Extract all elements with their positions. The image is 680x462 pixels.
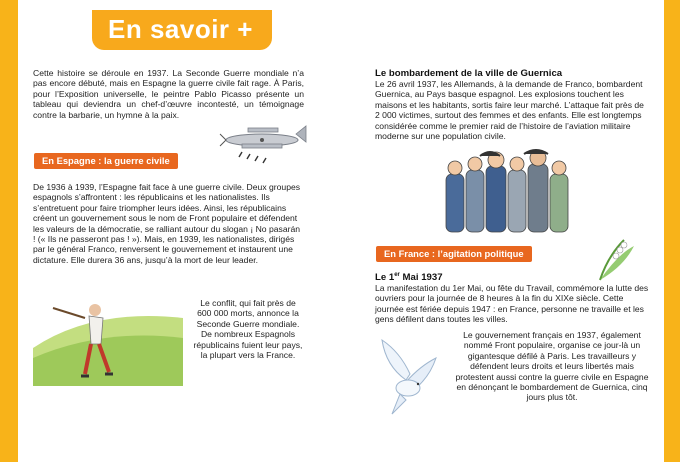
page-title: En savoir +: [108, 14, 253, 44]
guernica-paragraph: Le 26 avril 1937, les Allemands, à la demande de Franco, bombardent Guernica, au Pays basque espagnol. Les explosions touchent les maisons et les habitants, sortis faire leur marché. L’attaque fait près de 2 000 victimes, surtout des femmes et des enfants. Elle est longtemps considérée comme le premier raid de l’histoire de l’aviation militaire moderne sur une population civile.: [375, 79, 644, 142]
intro-paragraph: Cette histoire se déroule en 1937. La Seconde Guerre mondiale n’a pas encore débuté, mais en Espagne la guerre civile fait rage. À Paris, pour l’Exposition universelle, le peintre Pablo Picasso présente un tableau qui deviendra un chef-d’œuvre incontesté, un témoignage contre la barbarie, un hymne à la paix.: [33, 68, 304, 120]
may-day-paragraph: La manifestation du 1er Mai, ou fête du Travail, commémore la lutte des ouvriers pour la journée de 8 heures à la fin du XIXe siècle. Cette journée est fériée depuis 1947 : en France, personne ne travaille et les gens défilent dans toutes les villes.: [375, 283, 649, 325]
france-section-tag: En France : l’agitation politique: [376, 246, 532, 262]
lily-of-the-valley-illustration: [594, 236, 640, 282]
conflict-paragraph: Le conflit, qui fait près de 600 000 morts, annonce la Seconde Guerre mondiale. De nombreux Espagnols républicains fuient leur pays, la plupart vers la France.: [193, 298, 303, 361]
dove-illustration: [376, 336, 442, 420]
right-margin-band: [664, 0, 680, 462]
guernica-heading: Le bombardement de la ville de Guernica: [375, 68, 563, 79]
may-day-heading: Le 1er Mai 1937: [375, 272, 443, 284]
warplane-illustration: [212, 118, 312, 170]
spain-paragraph: De 1936 à 1939, l’Espagne fait face à une guerre civile. Deux groupes espagnols s’affrontent : les républicains et les nationalistes. Ils s’entretuent pour faire triompher leurs idées. Ainsi, les républicains créent un gouvernement sous le nom de Front populaire et défendent les valeurs de la démocratie, se ralliant autour du slogan ¡ No pasarán ! (« Ils ne passeront pas ! »). Mais, en 1939, les nationalistes, dirigés par le général Franco, renversent le gouvernement et instaurent une dictature. Elle durera 36 ans, jusqu’à la mort de leur leader.: [33, 182, 301, 265]
left-margin-band: [0, 0, 18, 462]
refugees-crowd-illustration: [440, 144, 578, 234]
spain-section-tag: En Espagne : la guerre civile: [34, 153, 178, 169]
soldier-illustration: [33, 288, 183, 386]
government-paragraph: Le gouvernement français en 1937, également nommé Front populaire, organise ce jour-là un gigantesque défilé à Paris. Les travailleurs y défendent leurs droits et leurs libertés mais protestent aussi contre la guerre civile en Espagne en dénonçant le bombardement de Guernica, cinq jours plus tôt.: [455, 330, 649, 403]
